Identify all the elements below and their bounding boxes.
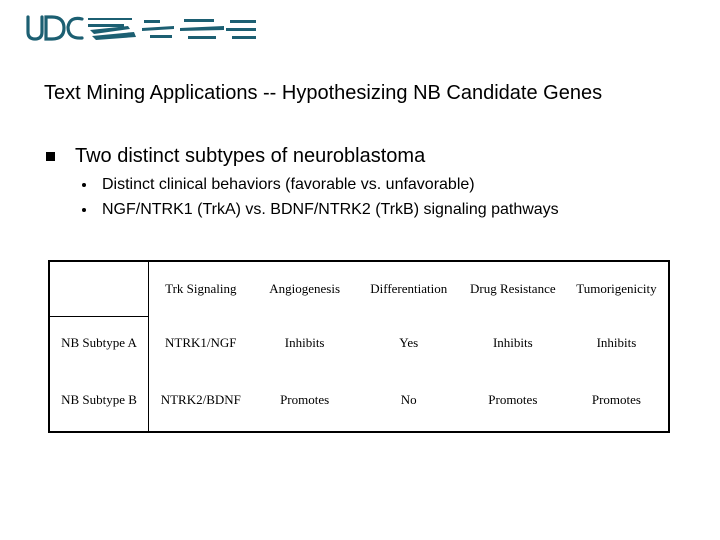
table-cell: NTRK1/NGF [165, 334, 237, 350]
slide-title: Text Mining Applications -- Hypothesizing NB Candidate Genes [44, 82, 603, 104]
table-header-row [49, 261, 669, 317]
sub-bullet [82, 201, 559, 219]
bullet-dot-icon [82, 183, 86, 187]
subtype-comparison-table [48, 260, 670, 433]
table-cell: No [400, 392, 417, 407]
main-bullet [44, 145, 425, 168]
sub-bullet-text: Distinct clinical behaviors (favorable vs. unfavorable) [102, 176, 475, 193]
table-cell: NTRK2/BDNF [160, 392, 241, 407]
square-bullet-icon [46, 152, 55, 161]
table-cell: Yes [399, 334, 419, 350]
main-bullet-text: Two distinct subtypes of neuroblastoma [75, 145, 426, 167]
table-cell: Promotes [280, 392, 330, 407]
row-label-cell: NB Subtype B [49, 369, 149, 432]
table-cell: Inhibits [492, 334, 533, 350]
header-cell [49, 261, 149, 317]
table-cell: Promotes [488, 392, 538, 407]
table-cell: Inhibits [596, 334, 637, 350]
header-cell: Angiogenesis [269, 281, 341, 297]
table-cell: Promotes [591, 392, 641, 407]
table-row [49, 369, 669, 432]
sub-bullet-text: NGF/NTRK1 (TrkA) vs. BDNF/NTRK2 (TrkB) signaling pathways [102, 201, 559, 218]
table-row [49, 317, 669, 370]
header-cell: Trk Signaling [165, 281, 237, 297]
sub-bullet [82, 176, 475, 194]
row-label-cell: NB Subtype A [49, 317, 149, 370]
bullet-dot-icon [82, 208, 86, 212]
udc-logo [24, 14, 260, 44]
header-cell: Drug Resistance [470, 281, 556, 297]
table-cell: Inhibits [284, 334, 325, 350]
header-cell: Tumorigenicity [576, 281, 657, 297]
header-cell: Differentiation [370, 281, 448, 297]
